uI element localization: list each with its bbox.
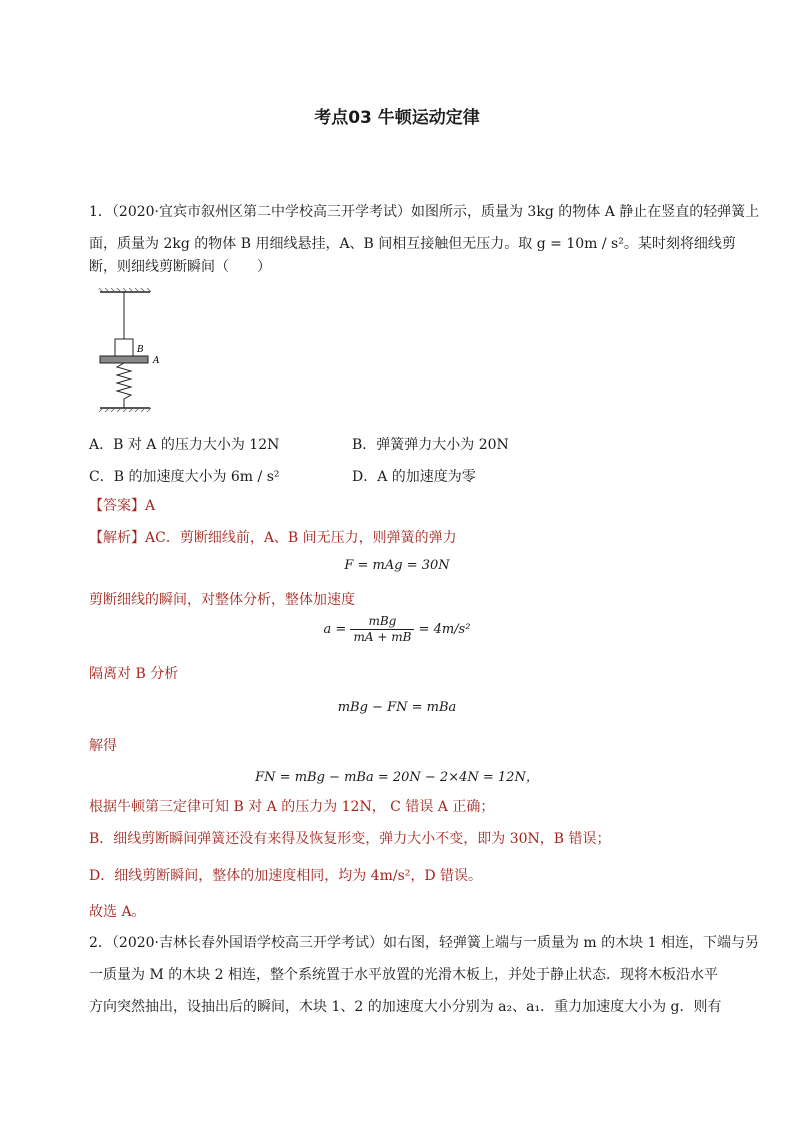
q1-text-line-2: 面，质量为 2kg 的物体 B 用细线悬挂，A、B 间相互接触但无压力。取 g = 10m / s²。某时刻将细线剪 <box>89 236 736 252</box>
analysis-line-6: B．细线剪断瞬间弹簧还没有来得及恢复形变，弹力大小不变，即为 30N，B 错误； <box>89 831 611 847</box>
page-title: 考点03 牛顿运动定律 <box>314 108 480 128</box>
equation-2-fraction <box>350 614 414 645</box>
spring-figure <box>95 287 165 417</box>
equation-3: mBg − FN = mBa <box>337 700 457 715</box>
equation-4: FN = mBg − mBa = 20N − 2×4N = 12N， <box>255 770 539 785</box>
option-c: C．B 的加速度大小为 6m / s² <box>89 469 280 485</box>
label-a: A <box>153 356 160 366</box>
equation-2 <box>0 614 794 645</box>
q2-text-line-3: 方向突然抽出，设抽出后的瞬间，木块 1、2 的加速度大小分别为 a₂、a₁．重力加速度大小为 g．则有 <box>89 999 722 1015</box>
q1-text-line-3: 断，则细线剪断瞬间（ ） <box>89 259 271 275</box>
analysis-line-5: 根据牛顿第三定律可知 B 对 A 的压力为 12N， C 错误 A 正确； <box>89 799 495 815</box>
equation-2-numerator: mBg <box>350 614 414 630</box>
analysis-line-3: 隔离对 B 分析 <box>89 666 179 682</box>
q2-text-line-2: 一质量为 M 的木块 2 相连，整个系统置于水平放置的光滑木板上，并处于静止状态．现将木板沿水平 <box>89 967 719 983</box>
q2-text-line-1: 2．（2020·吉林长春外国语学校高三开学考试）如右图，轻弹簧上端与一质量为 m 的木块 1 相连，下端与另 <box>89 935 759 951</box>
analysis-line-1: 【解析】AC．剪断细线前，A、B 间无压力，则弹簧的弹力 <box>89 530 457 546</box>
q1-text-line-1: 1．（2020·宜宾市叙州区第二中学校高三开学考试）如图所示，质量为 3kg 的物体 A 静止在竖直的轻弹簧上 <box>89 204 760 220</box>
option-b: B．弹簧弹力大小为 20N <box>352 437 509 453</box>
label-b: B <box>137 345 144 355</box>
analysis-line-2: 剪断细线的瞬间，对整体分析，整体加速度 <box>89 592 355 608</box>
equation-2-denominator: mA + mB <box>353 630 412 644</box>
analysis-line-4: 解得 <box>89 738 117 754</box>
analysis-line-7: D．细线剪断瞬间，整体的加速度相同，均为 4m/s²，D 错误。 <box>89 868 483 884</box>
equation-2-left: a = <box>323 622 347 637</box>
option-d: D．A 的加速度为零 <box>352 469 476 485</box>
equation-1: F = mAg = 30N <box>344 558 450 573</box>
option-a: A．B 对 A 的压力大小为 12N <box>89 437 280 453</box>
answer: 【答案】A <box>89 498 156 514</box>
equation-2-right: = 4m/s² <box>418 622 471 637</box>
analysis-line-8: 故选 A。 <box>89 904 146 920</box>
